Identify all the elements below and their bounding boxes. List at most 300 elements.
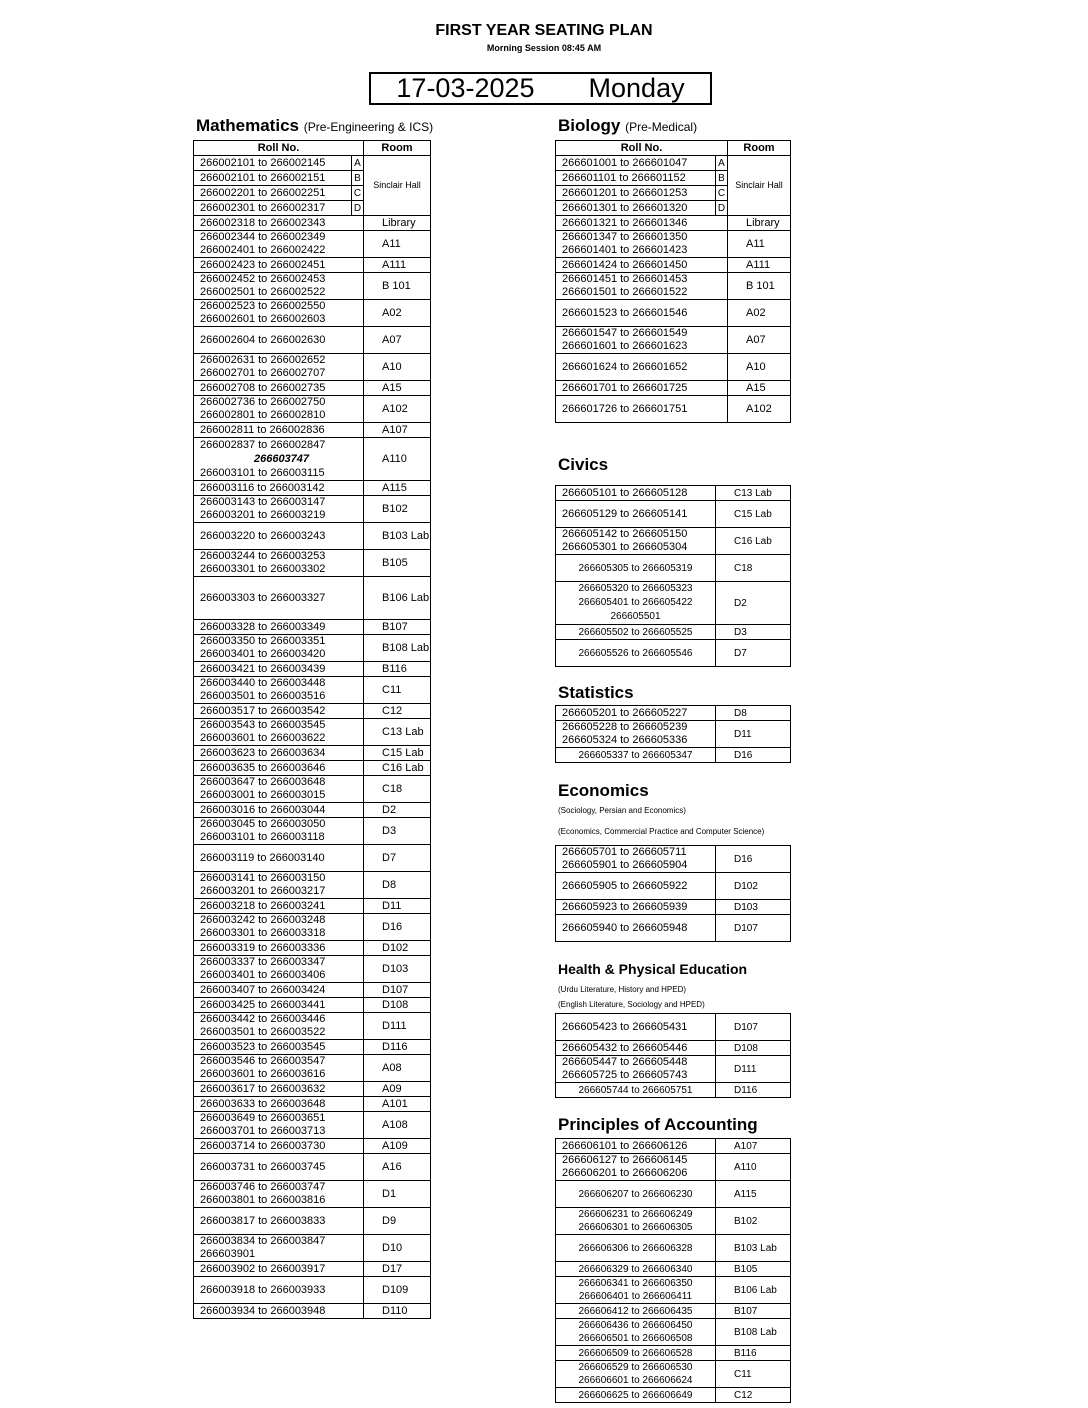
table-row <box>556 1346 791 1361</box>
table-row <box>194 845 431 872</box>
room-cell: C16 Lab <box>364 761 431 776</box>
roll-line: 266003425 to 266003441 <box>200 998 326 1011</box>
roll-range <box>194 1181 364 1208</box>
room-cell: D102 <box>364 941 431 956</box>
room-cell: A07 <box>728 327 791 354</box>
roll-line: 266003101 to 266003118 <box>200 831 325 843</box>
room-cell: C15 Lab <box>716 501 791 528</box>
roll-line: 266003701 to 266003713 <box>200 1125 326 1137</box>
room-cell: B106 Lab <box>364 577 431 620</box>
roll-line: 266601624 to 266601652 <box>562 360 688 373</box>
roll-line: 266606529 to 266606530 <box>578 1362 693 1373</box>
table-row <box>194 704 431 719</box>
room-cell: C12 <box>716 1388 791 1403</box>
room-cell: Sinclair Hall <box>728 156 791 216</box>
roll-line: 266605744 to 266605751 <box>578 1084 693 1096</box>
row-letter: B <box>352 171 364 186</box>
roll-line: 266003045 to 266003050 <box>200 818 326 830</box>
roll-line: 266003440 to 266003448 <box>200 677 326 689</box>
roll-range <box>194 719 364 746</box>
roll-range <box>194 1097 364 1112</box>
room-cell: D10 <box>364 1235 431 1262</box>
table-row <box>194 1112 431 1139</box>
roll-line: 266003319 to 266003336 <box>200 941 326 954</box>
roll-range <box>194 396 364 423</box>
table-row <box>556 1041 791 1056</box>
room-cell: A110 <box>364 438 431 481</box>
room-cell: B107 <box>716 1304 791 1319</box>
roll-range <box>194 761 364 776</box>
roll-range: 266601201 to 266601253 <box>556 186 716 201</box>
table-row <box>194 1304 431 1319</box>
roll-line: 266002318 to 266002343 <box>200 216 326 229</box>
roll-line: 266606301 to 266606305 <box>578 1222 693 1233</box>
room-cell: B 101 <box>364 273 431 300</box>
room-cell: D16 <box>716 748 791 763</box>
roll-line: 266603901 <box>200 1248 256 1260</box>
table-row <box>194 1154 431 1181</box>
room-cell: D8 <box>364 872 431 899</box>
roll-line: 266002701 to 266002707 <box>200 367 326 379</box>
room-header: Room <box>728 141 791 156</box>
table-row <box>556 258 791 273</box>
room-cell: A107 <box>716 1139 791 1154</box>
roll-no-header: Roll No. <box>556 141 728 156</box>
room-header: Room <box>364 141 431 156</box>
table-row <box>194 1055 431 1082</box>
room-cell: B105 <box>364 550 431 577</box>
room-cell: D1 <box>364 1181 431 1208</box>
roll-line: 266003635 to 266003646 <box>200 761 326 774</box>
mathematics-title: Mathematics <box>196 116 299 135</box>
table-row <box>556 915 791 942</box>
economics-note-1: (Sociology, Persian and Economics) <box>558 806 686 815</box>
roll-line: 266003817 to 266003833 <box>200 1214 326 1227</box>
roll-range <box>556 555 716 582</box>
roll-range <box>556 528 716 555</box>
roll-line: 266002736 to 266002750 <box>200 396 326 408</box>
roll-line: 266601523 to 266601546 <box>562 306 688 319</box>
room-cell: B105 <box>716 1262 791 1277</box>
table-row <box>194 438 431 481</box>
roll-range <box>556 354 728 381</box>
room-cell: Library <box>728 216 791 231</box>
roll-line: 266003601 to 266003622 <box>200 732 326 744</box>
table-row <box>194 258 431 273</box>
roll-line: 266003546 to 266003547 <box>200 1055 326 1067</box>
roll-line: 266605305 to 266605319 <box>578 562 693 574</box>
table-row <box>194 354 431 381</box>
table-row <box>194 550 431 577</box>
table-row <box>194 1082 431 1097</box>
room-cell: A11 <box>364 231 431 258</box>
room-cell: D110 <box>364 1304 431 1319</box>
roll-range <box>194 845 364 872</box>
mathematics-heading <box>196 116 433 136</box>
room-cell: A15 <box>364 381 431 396</box>
roll-range <box>194 1112 364 1139</box>
roll-range <box>556 1208 716 1235</box>
roll-line: 266003623 to 266003634 <box>200 746 326 759</box>
room-cell: B116 <box>716 1346 791 1361</box>
table-row <box>556 300 791 327</box>
roll-range <box>194 635 364 662</box>
roll-line: 266601347 to 266601350 <box>562 231 688 243</box>
roll-no-header: Roll No. <box>194 141 364 156</box>
table-row <box>194 914 431 941</box>
roll-line: 266003442 to 266003446 <box>200 1013 326 1025</box>
roll-line: 266003918 to 266003933 <box>200 1283 326 1296</box>
roll-line: 266003220 to 266003243 <box>200 529 326 542</box>
roll-range <box>194 423 364 438</box>
roll-line: 266003801 to 266003816 <box>200 1194 326 1206</box>
roll-range <box>556 721 716 748</box>
table-row <box>556 528 791 555</box>
table-row <box>194 300 431 327</box>
room-cell: D111 <box>716 1056 791 1083</box>
room-cell: C12 <box>364 704 431 719</box>
roll-range <box>194 438 364 481</box>
room-cell: C13 Lab <box>716 486 791 501</box>
roll-range: 266601301 to 266601320 <box>556 201 716 216</box>
roll-range <box>194 550 364 577</box>
room-cell: D102 <box>716 873 791 900</box>
roll-line: 266605940 to 266605948 <box>562 921 688 934</box>
table-row <box>194 1277 431 1304</box>
roll-range <box>556 501 716 528</box>
roll-line: 266003649 to 266003651 <box>200 1112 326 1124</box>
statistics-table <box>555 705 791 763</box>
table-row <box>194 941 431 956</box>
roll-line: 266003218 to 266003241 <box>200 899 326 912</box>
roll-range <box>556 327 728 354</box>
room-cell: A115 <box>716 1181 791 1208</box>
room-cell: A02 <box>728 300 791 327</box>
roll-line: 266003141 to 266003150 <box>200 872 326 884</box>
roll-line: 266605905 to 266605922 <box>562 879 688 892</box>
roll-range <box>194 1277 364 1304</box>
economics-table <box>555 845 791 942</box>
roll-line: 266002811 to 266002836 <box>200 423 325 436</box>
room-cell: A10 <box>364 354 431 381</box>
table-row <box>194 423 431 438</box>
roll-line: 266003143 to 266003147 <box>200 496 326 508</box>
table-row <box>556 327 791 354</box>
room-cell: B102 <box>716 1208 791 1235</box>
roll-line: 266605301 to 266605304 <box>562 541 688 553</box>
table-row <box>194 620 431 635</box>
room-cell: A11 <box>728 231 791 258</box>
roll-line: 266003350 to 266003351 <box>200 635 326 647</box>
roll-line: 266601321 to 266601346 <box>562 216 688 229</box>
table-row <box>556 846 791 873</box>
table-row <box>556 1304 791 1319</box>
page-title: FIRST YEAR SEATING PLAN <box>435 22 653 39</box>
table-row <box>556 396 791 423</box>
room-cell: D11 <box>364 899 431 914</box>
roll-line: 266003421 to 266003439 <box>200 662 326 675</box>
table-row <box>194 956 431 983</box>
roll-range <box>194 273 364 300</box>
roll-line: 266606436 to 266606450 <box>578 1320 693 1331</box>
row-letter: C <box>352 186 364 201</box>
room-cell: D3 <box>364 818 431 845</box>
roll-range <box>194 1262 364 1277</box>
roll-range <box>194 354 364 381</box>
room-cell: A15 <box>728 381 791 396</box>
table-row <box>194 273 431 300</box>
biology-heading <box>558 116 697 136</box>
room-cell: D107 <box>364 983 431 998</box>
room-cell: A102 <box>364 396 431 423</box>
table-row <box>556 1208 791 1235</box>
roll-line: 266606601 to 266606624 <box>578 1375 693 1386</box>
economics-note-2: (Economics, Commercial Practice and Computer Science) <box>558 827 765 836</box>
biology-table <box>555 140 791 423</box>
roll-range <box>194 481 364 496</box>
room-cell: D111 <box>364 1013 431 1040</box>
room-cell: D103 <box>716 900 791 915</box>
room-cell: A07 <box>364 327 431 354</box>
table-row <box>556 721 791 748</box>
roll-range <box>556 1319 716 1346</box>
statistics-title: Statistics <box>558 683 634 702</box>
roll-line: 266605401 to 266605422 <box>578 597 693 608</box>
table-row <box>556 1154 791 1181</box>
roll-range <box>194 704 364 719</box>
roll-line: 266605923 to 266605939 <box>562 900 688 913</box>
table-row <box>556 1014 791 1041</box>
room-cell: Sinclair Hall <box>364 156 431 216</box>
room-cell: D11 <box>716 721 791 748</box>
roll-range <box>556 915 716 942</box>
roll-line: 266606509 to 266606528 <box>578 1347 693 1359</box>
roll-range <box>556 873 716 900</box>
header-row <box>556 141 791 156</box>
roll-range <box>556 1235 716 1262</box>
hpe-table <box>555 1013 791 1098</box>
table-row <box>194 803 431 818</box>
room-cell: B103 Lab <box>364 523 431 550</box>
roll-range <box>556 1139 716 1154</box>
table-row <box>556 1277 791 1304</box>
roll-line: 266003116 to 266003142 <box>200 481 325 494</box>
roll-range <box>194 1208 364 1235</box>
table-row <box>556 1181 791 1208</box>
roll-line: 266003647 to 266003648 <box>200 776 326 788</box>
room-cell: C16 Lab <box>716 528 791 555</box>
room-cell: A111 <box>728 258 791 273</box>
table-row <box>194 1139 431 1154</box>
roll-line: 266003714 to 266003730 <box>200 1139 326 1152</box>
roll-range <box>556 625 716 640</box>
roll-line: 266605320 to 266605323 <box>578 583 693 594</box>
room-cell: B107 <box>364 620 431 635</box>
table-row <box>194 577 431 620</box>
roll-range <box>194 216 364 231</box>
roll-range <box>556 1388 716 1403</box>
table-row <box>556 900 791 915</box>
roll-line: 266003617 to 266003632 <box>200 1082 326 1095</box>
room-cell: A110 <box>716 1154 791 1181</box>
roll-line: 266003001 to 266003015 <box>200 789 326 801</box>
hpe-note-1: (Urdu Literature, History and HPED) <box>558 985 687 994</box>
roll-line: 266003601 to 266003616 <box>200 1068 326 1080</box>
roll-line: 266003501 to 266003522 <box>200 1026 326 1038</box>
roll-range <box>194 914 364 941</box>
roll-line: 266603747 <box>253 453 310 465</box>
roll-line: 266003633 to 266003648 <box>200 1097 326 1110</box>
roll-range <box>194 1304 364 1319</box>
roll-range <box>556 1083 716 1098</box>
roll-range <box>194 899 364 914</box>
room-cell: A10 <box>728 354 791 381</box>
roll-line: 266003746 to 266003747 <box>200 1181 326 1193</box>
roll-line: 266606625 to 266606649 <box>578 1389 693 1401</box>
roll-range <box>556 216 728 231</box>
roll-line: 266606401 to 266606411 <box>578 1291 693 1302</box>
room-cell: A115 <box>364 481 431 496</box>
room-cell: A111 <box>364 258 431 273</box>
roll-line: 266003834 to 266003847 <box>200 1235 326 1247</box>
table-row <box>194 327 431 354</box>
table-row <box>194 872 431 899</box>
roll-range <box>556 1154 716 1181</box>
biology-title: Biology <box>558 116 621 135</box>
roll-line: 266003119 to 266003140 <box>200 851 325 864</box>
roll-line: 266605432 to 266605446 <box>562 1041 688 1054</box>
room-cell: A108 <box>364 1112 431 1139</box>
date-box <box>369 72 712 105</box>
roll-range <box>556 748 716 763</box>
roll-range <box>556 231 728 258</box>
roll-line: 266003731 to 266003745 <box>200 1160 326 1173</box>
roll-range: 266002101 to 266002151 <box>194 171 352 186</box>
roll-range <box>556 582 716 625</box>
civics-table <box>555 485 791 667</box>
roll-range <box>194 1235 364 1262</box>
roll-range <box>556 1304 716 1319</box>
table-row <box>194 662 431 677</box>
roll-line: 266003303 to 266003327 <box>200 591 326 604</box>
room-cell: A08 <box>364 1055 431 1082</box>
room-cell: D7 <box>716 640 791 667</box>
roll-line: 266003401 to 266003406 <box>200 969 326 981</box>
table-row <box>556 381 791 396</box>
table-row <box>194 1181 431 1208</box>
roll-line: 266003244 to 266003253 <box>200 550 326 562</box>
room-cell: D7 <box>364 845 431 872</box>
room-cell: D107 <box>716 1014 791 1041</box>
roll-range <box>556 1346 716 1361</box>
roll-line: 266003201 to 266003217 <box>200 885 326 897</box>
table-row <box>556 873 791 900</box>
room-cell: B108 Lab <box>364 635 431 662</box>
roll-line: 266605101 to 266605128 <box>562 486 688 499</box>
roll-line: 266003301 to 266003318 <box>200 927 326 939</box>
table-row <box>556 216 791 231</box>
exam-day: Monday <box>588 73 685 103</box>
room-cell: D9 <box>364 1208 431 1235</box>
room-cell: D16 <box>716 846 791 873</box>
room-cell: Library <box>364 216 431 231</box>
table-row <box>194 776 431 803</box>
accounting-title: Principles of Accounting <box>558 1115 758 1134</box>
table-row <box>556 1139 791 1154</box>
roll-range <box>194 1013 364 1040</box>
roll-range <box>194 803 364 818</box>
roll-line: 266002604 to 266002630 <box>200 333 326 346</box>
roll-line: 266002344 to 266002349 <box>200 231 326 243</box>
room-cell: D2 <box>364 803 431 818</box>
roll-range <box>194 327 364 354</box>
table-row <box>556 231 791 258</box>
roll-line: 266606501 to 266606508 <box>578 1333 693 1344</box>
roll-line: 266605337 to 266605347 <box>578 749 693 761</box>
roll-line: 266003517 to 266003542 <box>200 704 326 717</box>
roll-line: 266606329 to 266606340 <box>578 1263 693 1275</box>
roll-range <box>194 1082 364 1097</box>
table-row <box>556 156 791 171</box>
roll-range <box>556 1014 716 1041</box>
roll-line: 266002708 to 266002735 <box>200 381 326 394</box>
roll-range <box>194 941 364 956</box>
roll-range: 266002101 to 266002145 <box>194 156 352 171</box>
row-letter: D <box>716 201 728 216</box>
table-row <box>194 1040 431 1055</box>
roll-range <box>194 381 364 396</box>
roll-range <box>194 818 364 845</box>
row-letter: D <box>352 201 364 216</box>
roll-range <box>556 258 728 273</box>
table-row <box>194 481 431 496</box>
mathematics-table <box>193 140 431 1319</box>
table-row <box>194 998 431 1013</box>
room-cell: A101 <box>364 1097 431 1112</box>
roll-line: 266606201 to 266606206 <box>562 1167 688 1179</box>
roll-range <box>556 1056 716 1083</box>
roll-range <box>194 1154 364 1181</box>
roll-line: 266606306 to 266606328 <box>578 1242 693 1254</box>
mathematics-subtitle: (Pre-Engineering & ICS) <box>303 120 434 134</box>
room-cell: D2 <box>716 582 791 625</box>
table-row <box>194 496 431 523</box>
table-row <box>194 1262 431 1277</box>
table-row <box>556 1319 791 1346</box>
roll-line: 266003501 to 266003516 <box>200 690 326 702</box>
room-cell: B 101 <box>728 273 791 300</box>
room-cell: D107 <box>716 915 791 942</box>
table-row <box>556 273 791 300</box>
room-cell: C18 <box>364 776 431 803</box>
roll-line: 266003016 to 266003044 <box>200 803 326 816</box>
table-row <box>194 396 431 423</box>
roll-line: 266606341 to 266606350 <box>578 1278 693 1289</box>
roll-line: 266003328 to 266003349 <box>200 620 326 633</box>
room-cell: B116 <box>364 662 431 677</box>
table-row <box>194 818 431 845</box>
room-cell: D3 <box>716 625 791 640</box>
roll-range: 266601101 to 266601152 <box>556 171 716 186</box>
table-row <box>194 1235 431 1262</box>
table-row <box>556 1361 791 1388</box>
roll-line: 266605725 to 266605743 <box>562 1069 688 1081</box>
header-row <box>194 141 431 156</box>
table-row <box>194 1208 431 1235</box>
roll-range <box>194 746 364 761</box>
room-cell: C15 Lab <box>364 746 431 761</box>
roll-range: 266002301 to 266002317 <box>194 201 352 216</box>
